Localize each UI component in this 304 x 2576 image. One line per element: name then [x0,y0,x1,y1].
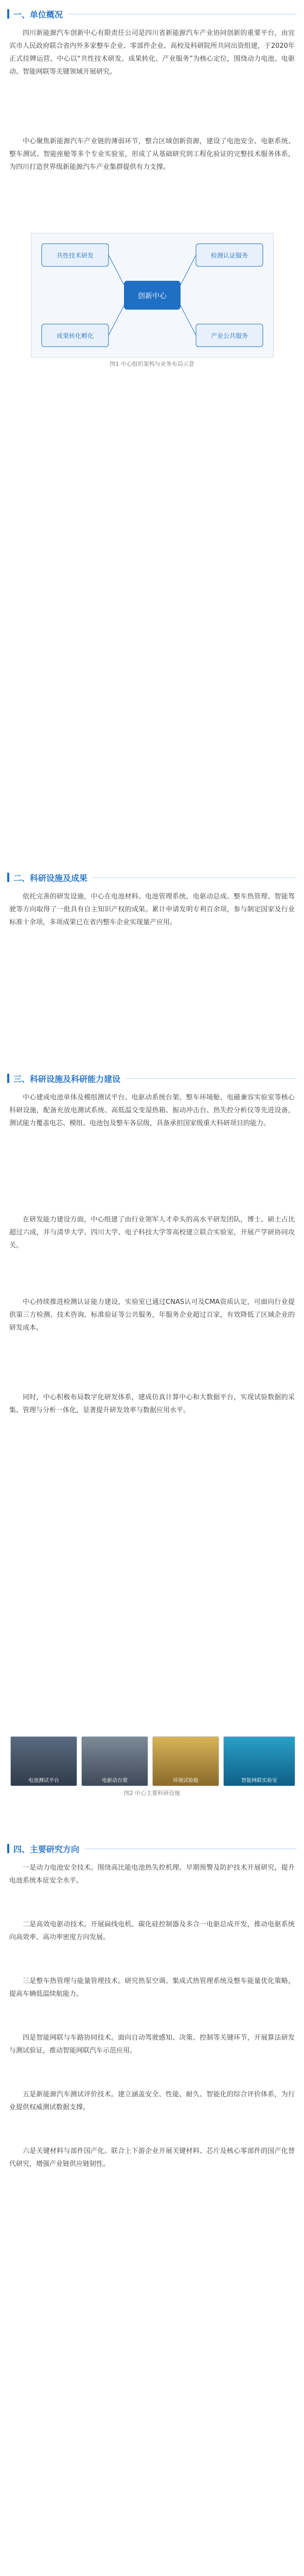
heading-accent-bar [7,1844,9,1853]
photo-label: 智能网联实验室 [241,1778,277,1784]
paragraph: 四川新能源汽车创新中心有限责任公司是四川省新能源汽车产业协同创新的重要平台，由宜宾市人民政府联合省内外多家整车企业、零部件企业、高校及科研院所共同出资组建，于2020年正式挂牌运营。中心以“共性技术研发、成果转化、产业服务”为核心定位，围绕动力电池、电驱动、智能网联等关键领域开展研究。 [9,29,295,76]
heading-accent-bar [7,9,9,19]
paragraph: 中心聚焦新能源汽车产业链的薄弱环节，整合区域创新资源，建设了电池安全、电驱系统、整车测试、智能座舱等多个专业实验室，形成了从基础研究到工程化验证的完整技术服务体系，为四川打造世界级新能源汽车产业集群提供有力支撑。 [9,138,295,171]
diagram-connector [109,306,124,335]
org-diagram-svg [31,233,273,357]
photo-label: 环境试验舱 [173,1778,199,1784]
diagram-center-label: 创新中心 [138,292,167,300]
paragraph: 在研发能力建设方面，中心组建了由行业领军人才牵头的高水平研发团队，博士、硕士占比超过六成，并与清华大学、四川大学、电子科技大学等高校建立联合实验室，开展产学研协同攻关。 [9,1216,295,1249]
paragraph: 三是整车热管理与能量管理技术。研究热泵空调、集成式热管理系统及整车能量优化策略，提高车辆低温续航能力。 [9,1977,295,1998]
heading-accent-bar [7,1074,9,1083]
diagram-box-label: 共性技术研发 [56,252,94,259]
paragraph: 依托完善的研发设施，中心在电池材料、电池管理系统、电驱动总成、整车热管理、智能驾驶等方向取得了一批具有自主知识产权的成果。累计申请发明专利百余项，参与制定国家及行业标准十余项，多项成果已在省内整车企业实现量产应用。 [9,893,295,926]
paragraph: 一是动力电池安全技术。围绕高比能电池热失控机理、早期预警及防护技术开展研究，提升电池系统本征安全水平。 [9,1864,295,1885]
diagram-connector [181,306,196,335]
diagram-box-label: 产业公共服务 [210,332,248,340]
section-title: 二、科研设施及成果 [13,873,88,883]
facility-photo [223,1736,295,1786]
diagram-box-label: 成果转化孵化 [56,332,94,340]
diagram-connector [109,255,124,285]
figure-caption: 图2 中心主要科研设施 [123,1790,181,1797]
section-heading-3 [7,1072,297,1085]
section-heading-4 [7,1842,297,1855]
paragraph: 同时，中心积极布局数字化研发体系，建成仿真计算中心和大数据平台，实现试验数据的采集、管理与分析一体化，显著提升研发效率与数据应用水平。 [9,1394,295,1414]
facility-photo [152,1736,219,1786]
paragraph: 四是智能网联与车路协同技术。面向自动驾驶感知、决策、控制等关键环节，开展算法研发与测试验证，推动智能网联汽车示范应用。 [9,2034,295,2055]
section-title: 四、主要研究方向 [13,1844,80,1854]
paragraph: 二是高效电驱动技术。开展扁线电机、碳化硅控制器及多合一电驱总成开发，推动电驱系统向高效率、高功率密度方向发展。 [9,1921,295,1941]
paragraph: 五是新能源汽车测试评价技术。建立涵盖安全、性能、耐久、智能化的综合评价体系，为行业提供权威测试数据支撑。 [9,2091,295,2111]
figure-caption: 图1 中心组织架构与业务布局示意 [110,361,194,367]
section-title: 三、科研设施及科研能力建设 [13,1074,121,1084]
photo-label: 电驱动台架 [102,1778,128,1784]
section-heading-1 [7,7,297,21]
heading-accent-bar [7,873,9,882]
photo-label: 电池测试平台 [28,1778,59,1784]
org-diagram [31,233,274,358]
facility-photo [81,1736,148,1786]
facility-photo [10,1736,77,1786]
section-title: 一、单位概况 [13,9,63,20]
paragraph: 中心持续推进检测认证能力建设，实验室已通过CNAS认可及CMA资质认定，可面向行业提供第三方检测、技术咨询、标准验证等公共服务，年服务企业超过百家，有效降低了区域企业的研发成本。 [9,1298,295,1332]
section-heading-2 [7,871,297,884]
diagram-box-label: 检测认证服务 [210,252,248,259]
diagram-connector [181,255,196,285]
paragraph: 中心建成电池单体及模组测试平台、电驱动系统台架、整车环境舱、电磁兼容实验室等核心科研设施，配备充放电测试系统、高低温交变湿热箱、振动冲击台、热失控分析仪等先进设备，测试能力覆盖电芯、模组、电池包及整车各层级，具备承担国家级重大科研项目的能力。 [9,1094,295,1127]
paragraph: 六是关键材料与部件国产化。联合上下游企业开展关键材料、芯片及核心零部件的国产化替代研究，增强产业链供应链韧性。 [9,2147,295,2168]
heading-rule [126,1078,297,1079]
heading-rule [93,877,297,878]
